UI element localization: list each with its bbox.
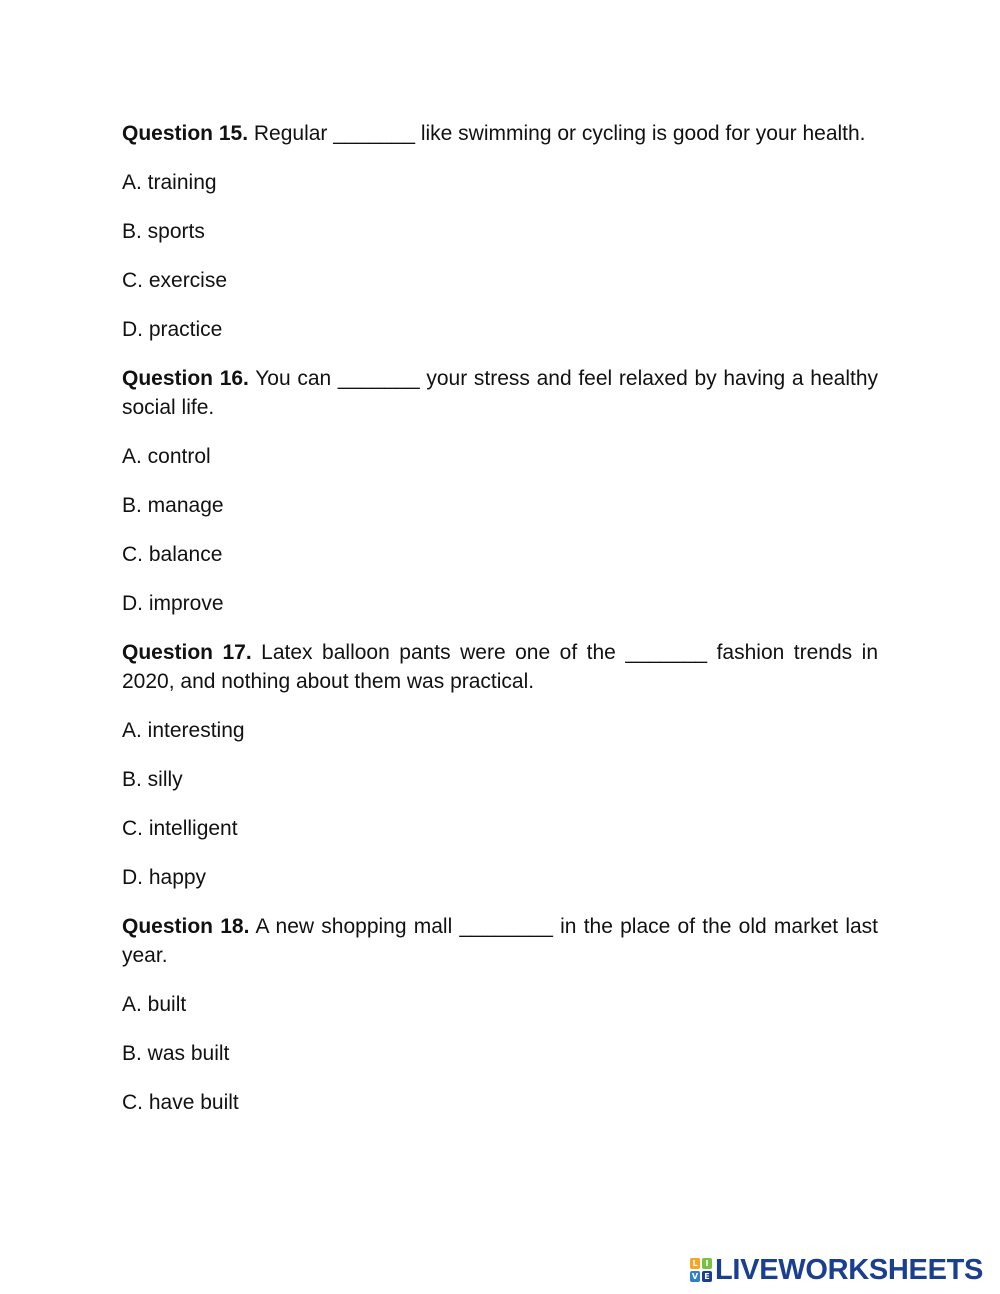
logo-wordmark: LIVEWORKSHEETS [715, 1254, 984, 1286]
question-block-17 [122, 638, 878, 893]
question-number: Question 16. [122, 366, 249, 390]
answer-option[interactable]: C. have built [122, 1090, 239, 1114]
question-text: Regular _______ like swimming or cycling is good for your health. [248, 122, 866, 145]
answer-option[interactable]: D. happy [122, 865, 207, 889]
logo-mark-tile: E [702, 1271, 712, 1282]
liveworksheets-logo[interactable] [690, 1255, 983, 1285]
answer-option[interactable]: B. was built [122, 1041, 230, 1065]
question-text: Latex balloon pants were one of the _______ fashion trends in 2020, and nothing about them was practical. [122, 640, 878, 693]
question-stem [122, 912, 878, 971]
answer-option[interactable]: A. interesting [122, 718, 245, 742]
answer-option[interactable]: C. intelligent [122, 816, 238, 840]
question-stem [122, 638, 878, 697]
question-number: Question 15. [122, 122, 249, 145]
question-block-15 [122, 119, 878, 344]
answer-option[interactable]: C. exercise [122, 268, 228, 292]
question-block-16 [122, 364, 878, 619]
question-number: Question 17. [122, 640, 252, 664]
answer-option[interactable]: D. practice [122, 317, 223, 341]
question-text: You can _______ your stress and feel relaxed by having a healthy social life. [122, 366, 879, 419]
answer-option[interactable]: A. training [122, 170, 217, 194]
answer-option[interactable]: B. silly [122, 767, 183, 791]
answer-option[interactable]: B. manage [122, 493, 224, 517]
question-number: Question 18. [122, 914, 250, 938]
question-stem [122, 119, 878, 149]
answer-option[interactable]: C. balance [122, 542, 223, 566]
logo-mark-tile: V [691, 1272, 699, 1281]
question-block-18 [122, 912, 878, 1118]
answer-option[interactable]: D. improve [122, 591, 224, 615]
question-stem [122, 364, 878, 423]
answer-option[interactable]: A. built [122, 992, 187, 1016]
logo-mark-tile: L [690, 1258, 700, 1269]
question-text: A new shopping mall ________ in the place of the old market last year. [122, 914, 878, 967]
logo-mark-tile: I [702, 1258, 712, 1269]
liveworksheets-logo-icon [690, 1258, 712, 1282]
answer-option[interactable]: A. control [122, 444, 211, 468]
answer-option[interactable]: B. sports [122, 219, 205, 243]
worksheet-page [122, 119, 878, 1137]
